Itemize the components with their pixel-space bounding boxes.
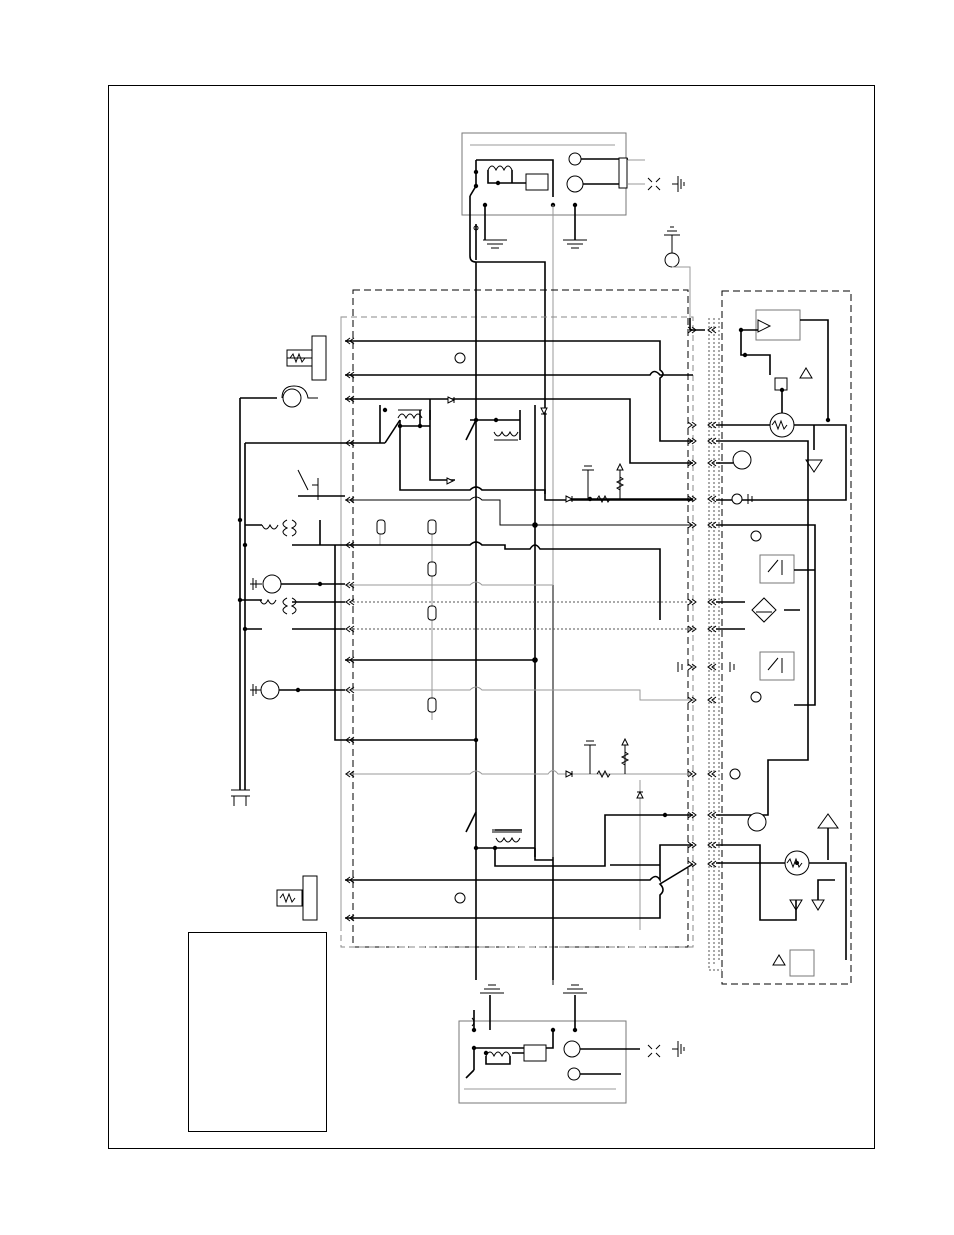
bottom-ignition-module xyxy=(459,985,684,1103)
harness-lines xyxy=(345,341,693,918)
top-ignition-module xyxy=(462,133,684,585)
board-components xyxy=(377,227,690,903)
right-connector-pins xyxy=(688,327,716,867)
right-panel-components xyxy=(678,310,846,976)
left-external-components xyxy=(231,336,345,920)
legend-box xyxy=(188,932,327,1132)
